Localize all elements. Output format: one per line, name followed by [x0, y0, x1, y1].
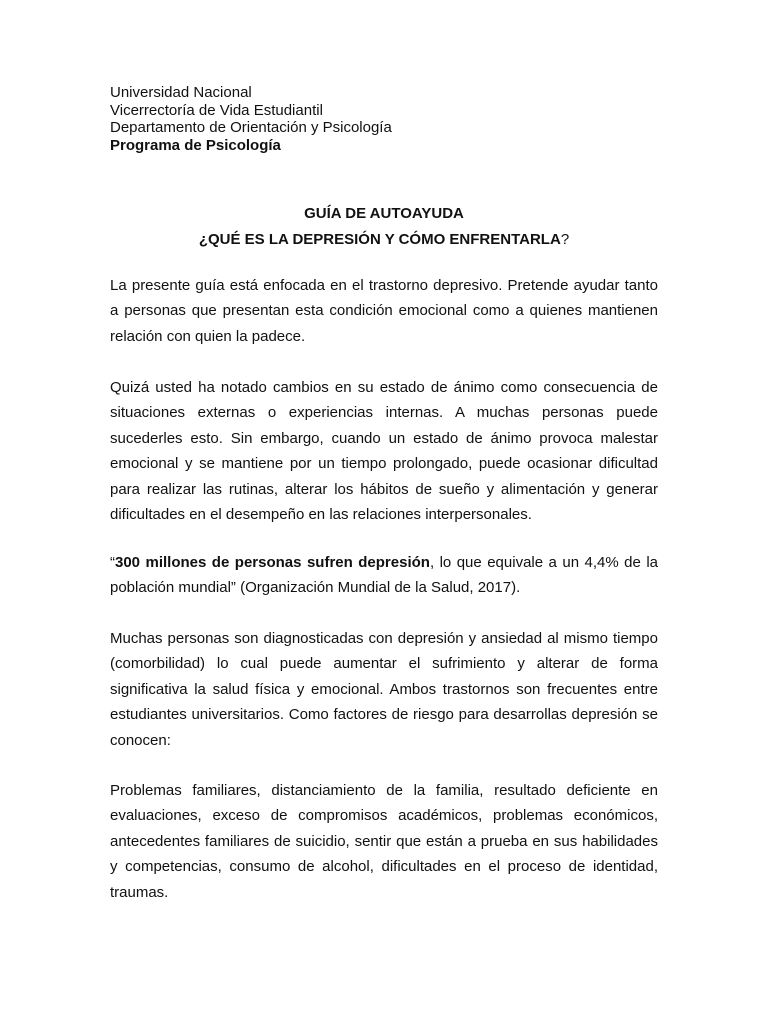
guide-subtitle: [0, 231, 768, 249]
program-name: Programa de Psicología: [110, 136, 281, 154]
university-name: Universidad Nacional: [110, 84, 252, 101]
document-titles: [0, 205, 768, 249]
paragraph-intro: La presente guía está enfocada en el trastorno depresivo. Pretende ayudar tanto a personas que presentan esta condición emocional como a quienes mantienen relación con quien la padece.: [110, 277, 658, 345]
paragraph-comorbidity: Muchas personas son diagnosticadas con depresión y ansiedad al mismo tiempo (comorbilidad) lo cual puede aumentar el sufrimiento y alterar de forma significativa la salud física y emocional. Ambos trastornos son frecuentes entre estudiantes universitarios. Como factores de riesgo para desarrollas depresión se conocen:: [110, 630, 658, 749]
guide-subtitle-text: ¿QUÉ ES LA DEPRESIÓN Y CÓMO ENFRENTARLA: [198, 231, 561, 248]
guide-title: GUÍA DE AUTOAYUDA: [304, 205, 464, 222]
paragraph-mood-changes: Quizá usted ha notado cambios en su estado de ánimo como consecuencia de situaciones externas o experiencias internas. A muchas personas puede sucederles esto. Sin embargo, cuando un estado de ánimo provoca malestar emocional y se mantiene por un tiempo prolongado, puede ocasionar dificultad para realizar las rutinas, alterar los hábitos de sueño y alimentación y generar dificultades en el desempeño en las relaciones interpersonales.: [110, 379, 658, 524]
institution-header: [110, 84, 392, 154]
quote-rest: , lo que equivale a un 4,4% de la población mundial” (Organización Mundial de la Salud, 2017).: [110, 554, 658, 597]
guide-subtitle-question-mark: ?: [560, 231, 570, 248]
quote-open-mark: “: [110, 554, 115, 571]
paragraph-who-quote: [110, 550, 658, 601]
department-name: Departamento de Orientación y Psicología: [110, 119, 392, 136]
quote-bold-statistic: 300 millones de personas sufren depresión: [115, 554, 430, 571]
vice-rectorate-name: Vicerrectoría de Vida Estudiantil: [110, 101, 323, 119]
paragraph-risk-factors: Problemas familiares, distanciamiento de la familia, resultado deficiente en evaluaciones, exceso de compromisos académicos, problemas económicos, antecedentes familiares de suicidio, sentir que están a prueba en sus habilidades y competencias, consumo de alcohol, dificultades en el proceso de identidad, traumas.: [110, 782, 658, 901]
